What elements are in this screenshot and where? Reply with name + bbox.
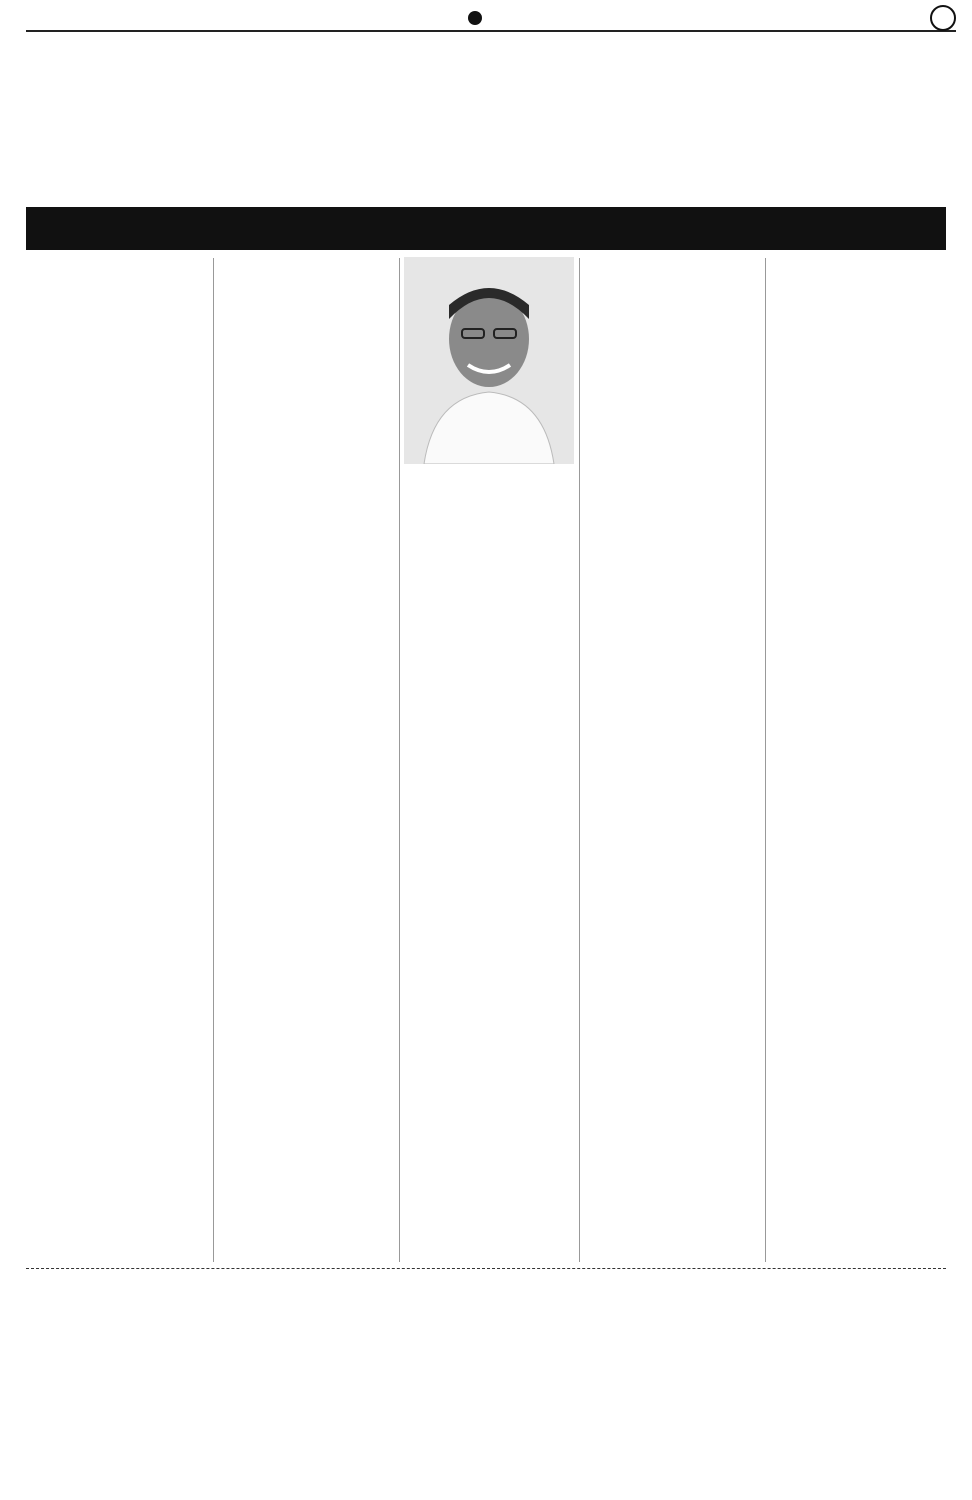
lead-headline (20, 107, 952, 212)
lead-column-4 (584, 258, 760, 1262)
lead-subhead (26, 207, 946, 250)
masthead-logo-icon (468, 11, 482, 25)
lead-column-5 (770, 258, 942, 1262)
lead-column-2 (218, 258, 394, 1262)
chief-minister-photo (404, 257, 574, 464)
lead-column-3 (404, 470, 574, 1262)
page-header (26, 6, 956, 32)
lead-column-1 (32, 258, 208, 1262)
portrait-illustration (404, 257, 574, 464)
masthead (468, 11, 488, 25)
column-divider (399, 258, 400, 1262)
column-divider (213, 258, 214, 1262)
section-divider (26, 1268, 946, 1269)
column-divider (579, 258, 580, 1262)
column-divider (765, 258, 766, 1262)
page-number (930, 5, 956, 31)
